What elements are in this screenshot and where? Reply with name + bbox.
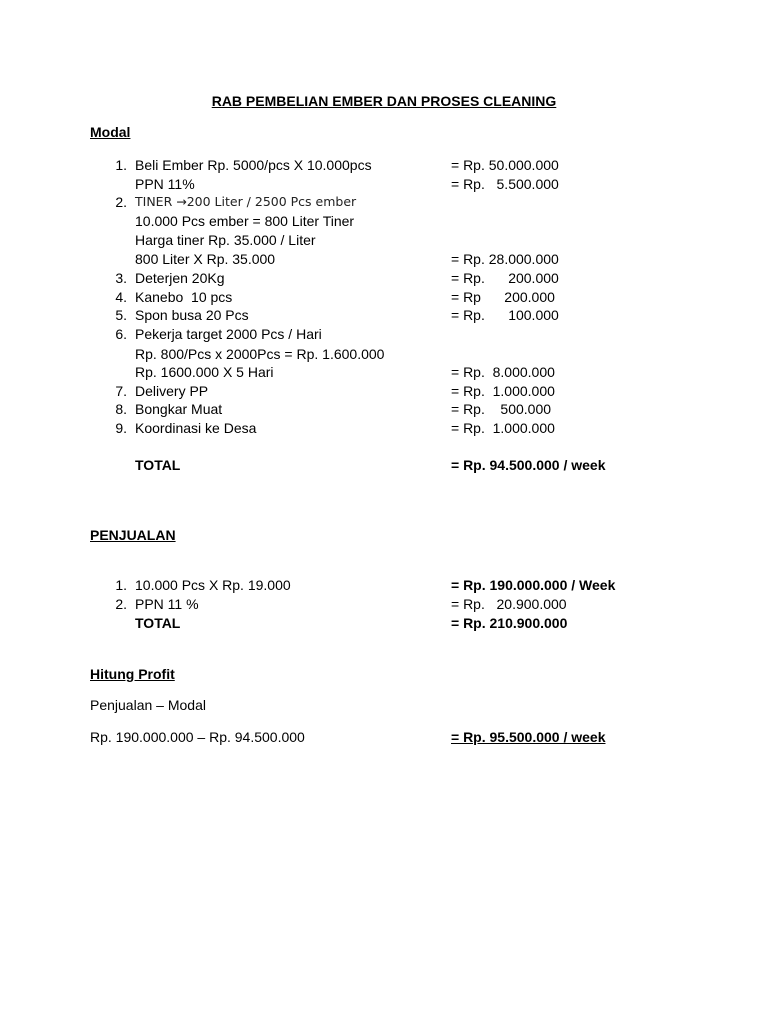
item-value: = Rp. 5.500.000 [451,176,559,192]
item-value: = Rp. 1.000.000 [451,383,555,399]
item-number: 6. [115,326,127,342]
profit-formula: Penjualan – Modal [90,697,206,713]
item-description: Harga tiner Rp. 35.000 / Liter [135,232,316,248]
item-value: = Rp. 1.000.000 [451,420,555,436]
item-description: Kanebo 10 pcs [135,289,233,305]
item-number: 4. [115,289,127,305]
item-number: 5. [115,307,127,323]
penjualan-total-label: TOTAL [135,615,181,631]
item-number: 1. [115,577,127,593]
profit-heading: Hitung Profit [90,666,175,682]
item-description: 10.000 Pcs X Rp. 19.000 [135,577,291,593]
modal-total-value: = Rp. 94.500.000 / week [451,457,606,473]
item-number: 3. [115,270,127,286]
item-description: TINER →200 Liter / 2500 Pcs ember [135,194,357,209]
item-description: 10.000 Pcs ember = 800 Liter Tiner [135,213,355,229]
item-number: 7. [115,383,127,399]
item-description: Rp. 800/Pcs x 2000Pcs = Rp. 1.600.000 [135,346,385,362]
modal-total-label: TOTAL [135,457,181,473]
item-description: Bongkar Muat [135,401,223,417]
item-number: 1. [115,157,127,173]
item-number: 8. [115,401,127,417]
item-value: = Rp. 28.000.000 [451,251,559,267]
penjualan-heading: PENJUALAN [90,527,176,543]
item-description: Beli Ember Rp. 5000/pcs X 10.000pcs [135,157,372,173]
item-value: = Rp. 8.000.000 [451,364,555,380]
item-value: = Rp. 50.000.000 [451,157,559,173]
item-description: PPN 11% [135,176,195,192]
item-value: = Rp. 190.000.000 / Week [451,577,616,593]
item-number: 2. [115,596,127,612]
profit-result: = Rp. 95.500.000 / week [451,729,606,745]
item-value: = Rp 200.000 [451,289,555,305]
item-number: 2. [115,194,127,210]
item-value: = Rp. 500.000 [451,401,552,417]
item-value: = Rp. 20.900.000 [451,596,567,612]
penjualan-total-value: = Rp. 210.900.000 [451,615,568,631]
item-value: = Rp. 100.000 [451,307,559,323]
item-value: = Rp. 200.000 [451,270,559,286]
modal-heading: Modal [90,124,131,140]
item-description: Koordinasi ke Desa [135,420,257,436]
item-description: Deterjen 20Kg [135,270,225,286]
item-description: Delivery PP [135,383,209,399]
item-description: Spon busa 20 Pcs [135,307,249,323]
profit-calculation: Rp. 190.000.000 – Rp. 94.500.000 [90,729,305,745]
item-description: PPN 11 % [135,596,199,612]
document-title: RAB PEMBELIAN EMBER DAN PROSES CLEANING [211,93,557,109]
item-description: 800 Liter X Rp. 35.000 [135,251,276,267]
item-description: Pekerja target 2000 Pcs / Hari [135,326,322,342]
item-description: Rp. 1600.000 X 5 Hari [135,364,274,380]
item-number: 9. [115,420,127,436]
